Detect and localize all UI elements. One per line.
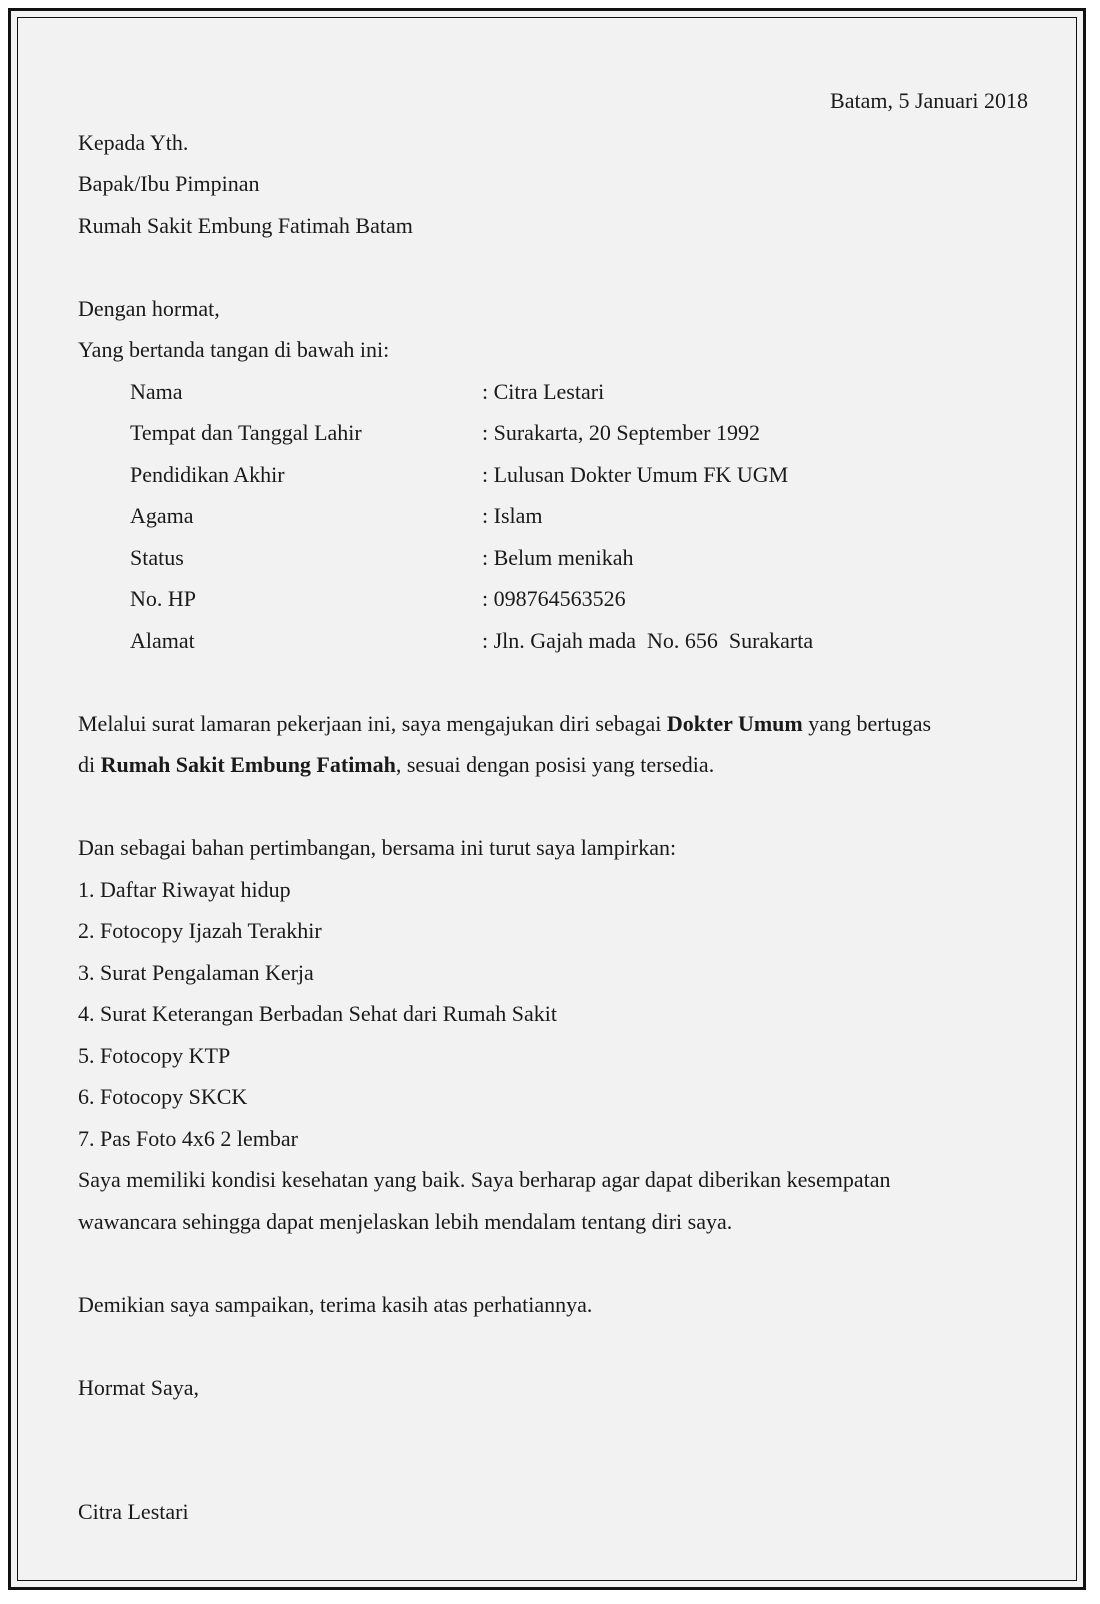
identity-row [78, 620, 1028, 662]
letter-date: Batam, 5 Januari 2018 [830, 88, 1028, 113]
identity-label: Agama [130, 503, 194, 528]
identity-value: : 098764563526 [482, 586, 626, 611]
body-text: di [78, 752, 101, 777]
identity-row [78, 412, 1028, 454]
identity-value: : Belum menikah [482, 544, 634, 570]
identity-label: No. HP [130, 586, 197, 611]
attachment-item: 5. Fotocopy KTP [78, 1042, 231, 1068]
identity-label: Alamat [130, 627, 195, 653]
identity-value: : Surakarta, 20 September 1992 [482, 420, 760, 445]
identity-label: Tempat dan Tanggal Lahir [130, 420, 362, 445]
identity-row [78, 454, 1028, 496]
attachment-item: 1. Daftar Riwayat hidup [78, 876, 291, 902]
regards-line: Hormat Saya, [78, 1374, 199, 1400]
spacer [78, 1325, 1028, 1367]
identity-label: Nama [130, 378, 183, 404]
identity-label: Pendidikan Akhir [130, 461, 285, 487]
page-frame-inner [17, 17, 1077, 1581]
identity-value: : Jln. Gajah mada No. 656 Surakarta [482, 627, 814, 653]
attachment-item: 7. Pas Foto 4x6 2 lembar [78, 1125, 298, 1151]
recipient-line-1: Kepada Yth. [78, 129, 189, 155]
body-text: Melalui surat lamaran pekerjaan ini, saya mengajukan diri sebagai [78, 710, 667, 736]
salutation: Dengan hormat, [78, 295, 220, 321]
identity-value: : Islam [482, 503, 543, 528]
identity-row [78, 537, 1028, 579]
hospital-bold: Rumah Sakit Embung Fatimah [100, 752, 396, 777]
signature-name: Citra Lestari [78, 1499, 189, 1524]
attachment-item: 2. Fotocopy Ijazah Terakhir [78, 918, 322, 943]
identity-row [78, 578, 1028, 620]
closing-line: Demikian saya sampaikan, terima kasih atas perhatiannya. [78, 1291, 593, 1317]
recipient-line-3: Rumah Sakit Embung Fatimah Batam [78, 212, 413, 238]
identity-row [78, 371, 1028, 413]
letter-body [78, 18, 1028, 1533]
body-paragraph-1-line-1 [78, 703, 1028, 745]
attachments-intro: Dan sebagai bahan pertimbangan, bersama ini turut saya lampirkan: [78, 835, 677, 860]
intro-line: Yang bertanda tangan di bawah ini: [78, 337, 390, 362]
body-paragraph-2-line-1: Saya memiliki kondisi kesehatan yang baik. Saya berharap agar dapat diberikan kesempatan [78, 1167, 891, 1192]
spacer [78, 246, 1028, 288]
body-paragraph-2-line-2: wawancara sehingga dapat menjelaskan lebih mendalam tentang diri saya. [78, 1208, 733, 1234]
recipient-line-2: Bapak/Ibu Pimpinan [78, 171, 260, 196]
signature-space [78, 1408, 1028, 1491]
spacer [78, 1242, 1028, 1284]
attachment-item: 4. Surat Keterangan Berbadan Sehat dari Rumah Sakit [78, 1001, 557, 1026]
spacer [78, 786, 1028, 828]
attachment-item: 3. Surat Pengalaman Kerja [78, 959, 314, 985]
attachment-item: 6. Fotocopy SKCK [78, 1084, 248, 1109]
identity-label: Status [130, 544, 184, 570]
body-paragraph-1-line-2 [78, 744, 1028, 786]
identity-value: : Lulusan Dokter Umum FK UGM [482, 461, 789, 487]
body-text: yang bertugas [802, 710, 932, 736]
identity-row [78, 495, 1028, 537]
position-bold: Dokter Umum [666, 710, 803, 736]
page-frame-outer [8, 8, 1086, 1590]
identity-value: : Citra Lestari [482, 378, 605, 404]
body-text: , sesuai dengan posisi yang tersedia. [395, 752, 715, 777]
spacer [78, 661, 1028, 703]
